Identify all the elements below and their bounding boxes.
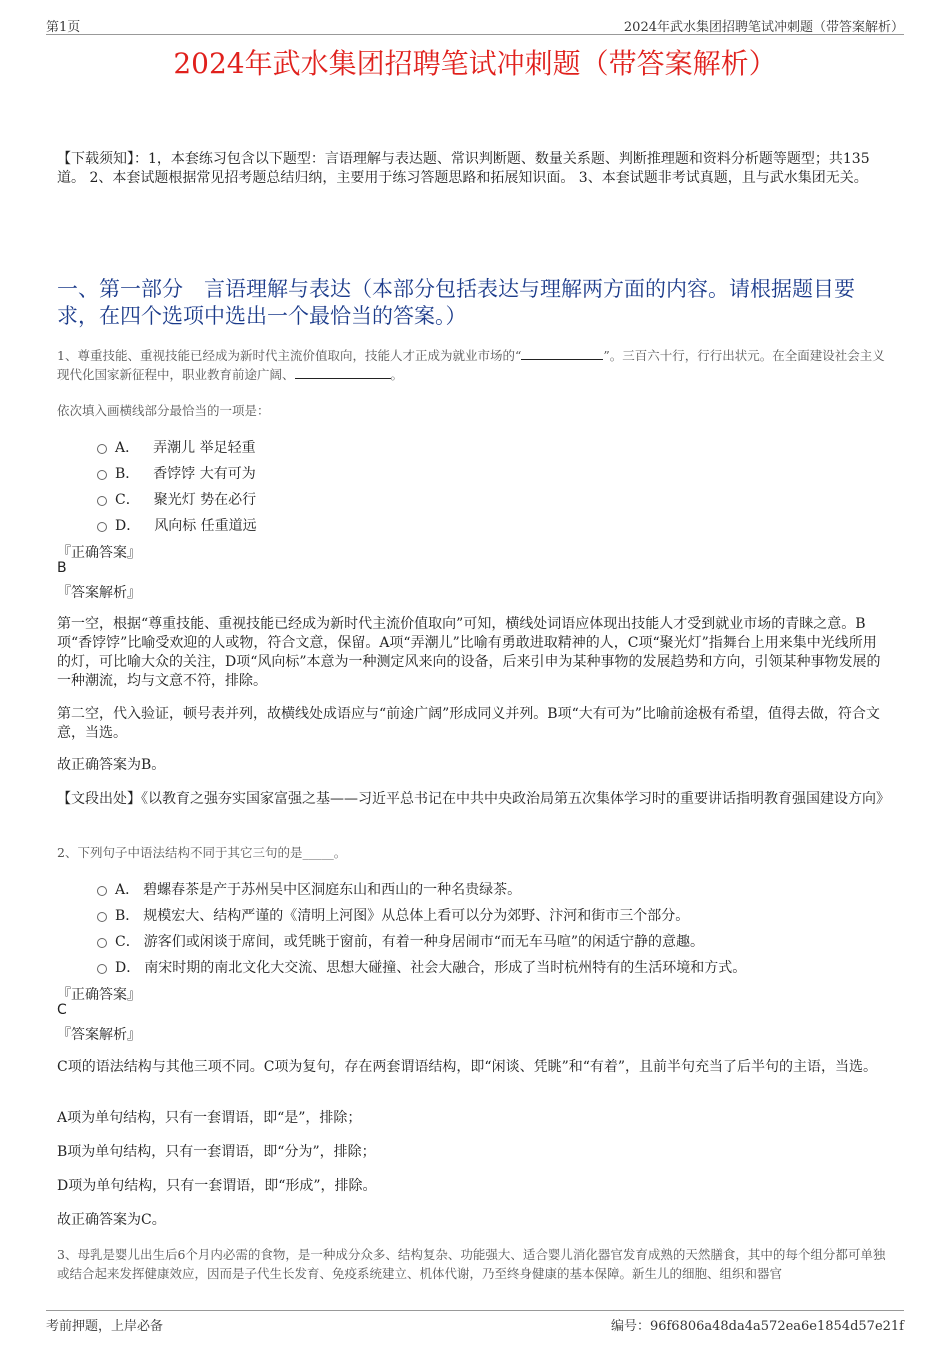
question-2-stem: 2、下列句子中语法结构不同于其它三句的是_____。 [57,845,347,860]
q1-analysis-label: 『答案解析』 [57,585,141,601]
question-3-stem: 3、母乳是婴儿出生后6个月内必需的食物，是一种成分众多、结构复杂、功能强大、适合婴儿消化器官发育成熟的天然膳食，其中的每个组分都可单独或结合起来发挥健康效应，因而是子代生长发育、免疫系统建立、机体代谢，乃至终身健康的基本保障。新生儿的细胞、组织和器官 [57,1247,886,1281]
q1-analysis-p2: 第二空，代入验证，顿号表并列，故横线处成语应与“前途广阔”形成同义并列。B项“大有可为”比喻前途极有希望，值得去做，符合文意，当选。 [57,706,880,741]
radio-circle-icon[interactable] [97,522,107,532]
q1-answer: B [57,560,67,576]
radio-circle-icon[interactable] [97,496,107,506]
q2-option-a[interactable]: A． 碧螺春茶是产于苏州吴中区洞庭东山和西山的一种名贵绿茶。 [97,879,521,899]
q2-analysis-p2: A项为单句结构，只有一套谓语，即“是”，排除； [57,1110,362,1126]
header-doc-title: 2024年武水集团招聘笔试冲刺题（带答案解析） [623,20,904,35]
q2-answer: C [57,1002,67,1018]
radio-circle-icon[interactable] [97,938,107,948]
q1-option-c[interactable]: C． 聚光灯 势在必行 [97,489,256,509]
q2-analysis-p1: C项的语法结构与其他三项不同。C项为复句，存在两套谓语结构，即“闲谈、凭眺”和“有着”，且前半句充当了后半句的主语，当选。 [57,1059,878,1075]
document-title: 2024年武水集团招聘笔试冲刺题（带答案解析） [173,47,777,80]
q2-answer-label: 『正确答案』 [57,987,141,1003]
section-heading: 一、第一部分 言语理解与表达（本部分包括表达与理解两方面的内容。请根据题目要求，在四个选项中选出一个最恰当的答案。） [57,277,855,328]
page-number: 第1页 [46,20,81,35]
q1-option-b[interactable]: B． 香饽饽 大有可为 [97,463,256,483]
radio-circle-icon[interactable] [97,964,107,974]
page-footer [46,1310,904,1334]
radio-circle-icon[interactable] [97,912,107,922]
q1-answer-label: 『正确答案』 [57,545,141,561]
q1-analysis-p1: 第一空，根据“尊重技能、重视技能已经成为新时代主流价值取向”可知，横线处词语应体现出技能人才受到就业市场的青睐之意。B项“香饽饽”比喻受欢迎的人或物，符合文意，保留。A项“弄潮儿”比喻有勇敢进取精神的人，C项“聚光灯”指舞台上用来集中光线所用的灯，可比喻大众的关注，D项“风向标”本意为一种测定风来向的设备，后来引申为某种事物的发展趋势和方向，引领某种事物发展的一种潮流，均与文意不符，排除。 [57,616,881,689]
question-1-stem: 1、尊重技能、重视技能已经成为新时代主流价值取向，技能人才正成为就业市场的“ ”。三百六十行，行行出状元。在全面建设社会主义现代化国家新征程中，职业教育前途广阔、 。 [57,348,885,382]
q2-analysis-label: 『答案解析』 [57,1027,141,1043]
q2-option-b[interactable]: B． 规模宏大、结构严谨的《清明上河图》从总体上看可以分为郊野、汴河和街市三个部分。 [97,905,689,925]
radio-circle-icon[interactable] [97,470,107,480]
footer-code: 编号：96f6806a48da4a572ea6e1854d57e21f [610,1319,904,1334]
question-1-prompt: 依次填入画横线部分最恰当的一项是： [57,403,270,418]
radio-circle-icon[interactable] [97,444,107,454]
q1-analysis-p3: 故正确答案为B。 [57,757,166,773]
q2-option-c[interactable]: C． 游客们或闲谈于席间，或凭眺于窗前，有着一种身居闹市“而无车马喧”的闲适宁静的意趣。 [97,931,704,951]
q1-option-d[interactable]: D． 风向标 任重道远 [97,515,257,535]
radio-circle-icon[interactable] [97,886,107,896]
q1-source: 【文段出处】《以教育之强夯实国家富强之基——习近平总书记在中共中央政治局第五次集体学习时的重要讲话指明教育强国建设方向》 [57,791,890,807]
q2-analysis-p3: B项为单句结构，只有一套谓语，即“分为”，排除； [57,1144,376,1160]
page-header [46,14,904,35]
download-notice: 【下载须知】：1，本套练习包含以下题型：言语理解与表达题、常识判断题、数量关系题、判断推理题和资料分析题等题型；共135道。 2、本套试题根据常见招考题总结归纳，主要用于练习答题思路和拓展知识面。 3、本套试题非考试真题，且与武水集团无关。 [57,151,870,186]
footer-slogan: 考前押题，上岸必备 [46,1319,164,1334]
q2-analysis-p4: D项为单句结构，只有一套谓语，即“形成”，排除。 [57,1178,377,1194]
q1-option-a[interactable]: A． 弄潮儿 举足轻重 [97,437,256,457]
q2-analysis-p5: 故正确答案为C。 [57,1212,166,1228]
q2-option-d[interactable]: D． 南宋时期的南北文化大交流、思想大碰撞、社会大融合，形成了当时杭州特有的生活环境和方式。 [97,957,746,977]
